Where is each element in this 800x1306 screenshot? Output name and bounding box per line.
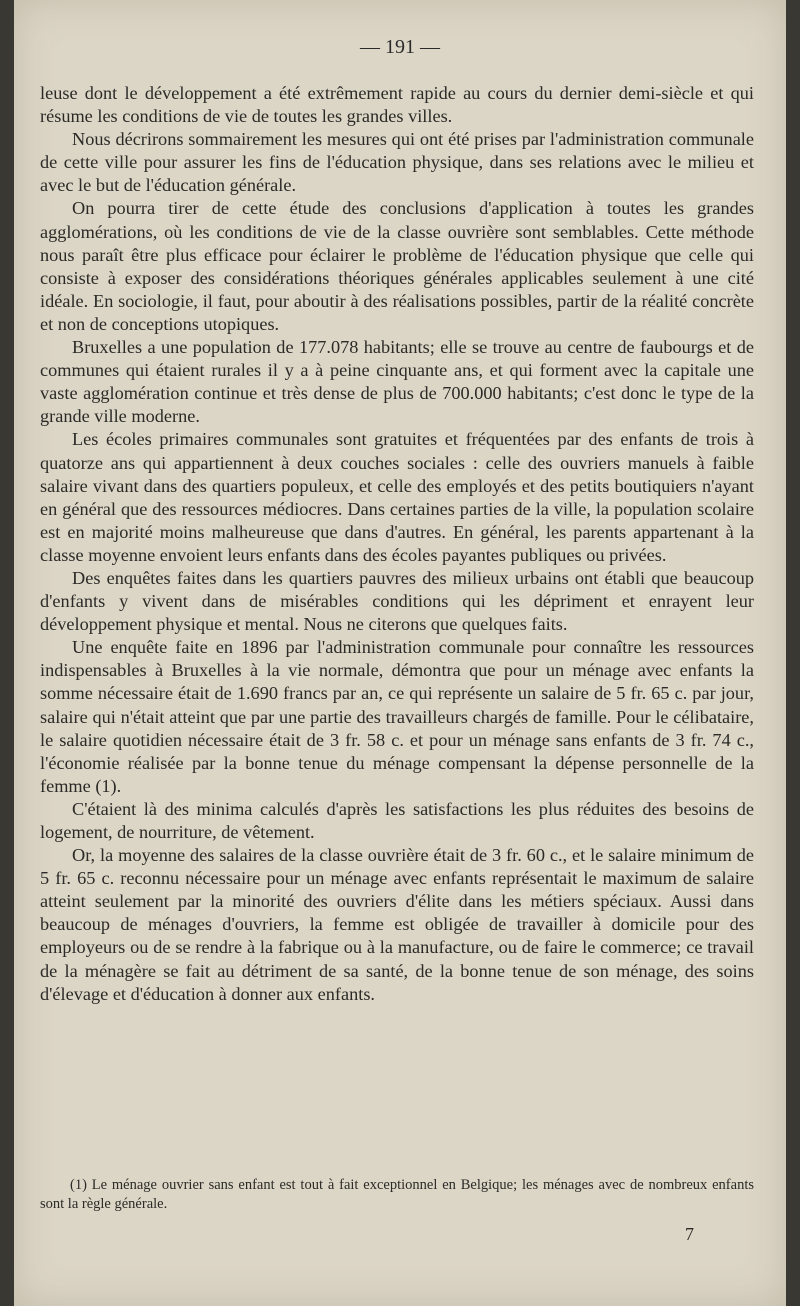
paragraph: Une enquête faite en 1896 par l'administration communale pour connaître les ressources indispensables à Bruxelles à la vie normale, démontra que pour un ménage avec enfants la somme nécessaire était de 1.690 francs par an, ce qui représente un salaire de 5 fr. 65 c. par jour, salaire qui n'était atteint que par une partie des travailleurs chargés de famille. Pour le célibataire, le salaire quotidien nécessaire était de 3 fr. 58 c. et pour un ménage sans enfants de 3 fr. 74 c., l'économie réalisée par la bonne tenue du ménage compensant la dépense personnelle de la femme (1). bbox=[40, 637, 754, 796]
footnote: (1) Le ménage ouvrier sans enfant est tout à fait exceptionnel en Belgique; les ménages avec de nombreux enfants sont la règle générale. bbox=[40, 1177, 754, 1212]
paragraph: Bruxelles a une population de 177.078 habitants; elle se trouve au centre de faubourgs et de communes qui étaient rurales il y a à peine cinquante ans, et qui forment avec la capitale une vaste agglomération continue et très dense de plus de 700.000 habitants; c'est donc le type de la grande ville moderne. bbox=[40, 337, 754, 427]
paragraph: Nous décrirons sommairement les mesures qui ont été prises par l'administration communale de cette ville pour assurer les fins de l'éducation physique, dans ses relations avec le milieu et avec le but de l'éducation générale. bbox=[40, 129, 754, 196]
paragraph: On pourra tirer de cette étude des conclusions d'application à toutes les grandes agglomérations, où les conditions de vie de la classe ouvrière sont semblables. Cette méthode nous paraît être plus efficace pour éclairer le problème de l'éducation physique que celle qui consiste à exposer des considérations théoriques générales applicables seulement à une cité idéale. En sociologie, il faut, pour aboutir à des réalisations possibles, partir de la réalité concrète et non de conceptions utopiques. bbox=[40, 198, 754, 334]
book-page bbox=[14, 0, 786, 1306]
paragraph: Des enquêtes faites dans les quartiers pauvres des milieux urbains ont établi que beaucoup d'enfants y vivent dans de misérables conditions qui les dépriment et enrayent leur développement physique et mental. Nous ne citerons que quelques faits. bbox=[40, 567, 754, 635]
paragraph: Or, la moyenne des salaires de la classe ouvrière était de 3 fr. 60 c., et le salaire minimum de 5 fr. 65 c. reconnu nécessaire pour un ménage avec enfants représentait le maximum de salaire atteint seulement par la minorité des ouvriers d'élite dans les métiers spéciaux. Aussi dans beaucoup de ménages d'ouvriers, la femme est obligée de travailler à domicile pour des employeurs ou de se rendre à la fabrique ou à la manufacture, ou de faire le commerce; ce travail de la ménagère se fait au détriment de sa santé, de la bonne tenue de son ménage, des soins d'élevage et d'éducation à donner aux enfants. bbox=[40, 845, 754, 1004]
body-text bbox=[40, 82, 754, 1006]
signature-mark: 7 bbox=[685, 1224, 694, 1244]
paragraph: Les écoles primaires communales sont gratuites et fréquentées par des enfants de trois à quatorze ans qui appartiennent à deux couches sociales : celle des ouvriers manuels à faible salaire vivant dans des quartiers populeux, et celle des employés et des petits boutiquiers n'ayant en général que des ressources médiocres. Dans certaines parties de la ville, la population scolaire est en majorité moins malheureuse que dans d'autres. En général, les parents appartenant à la classe moyenne envoient leurs enfants dans des écoles payantes publiques ou privées. bbox=[40, 429, 754, 565]
page-number: — 191 — bbox=[360, 36, 440, 58]
paragraph: C'étaient là des minima calculés d'après les satisfactions les plus réduites des besoins de logement, de nourriture, de vêtement. bbox=[40, 798, 754, 842]
paragraph: leuse dont le développement a été extrêmement rapide au cours du dernier demi-siècle et qui résume les conditions de vie de toutes les grandes villes. bbox=[40, 83, 754, 127]
